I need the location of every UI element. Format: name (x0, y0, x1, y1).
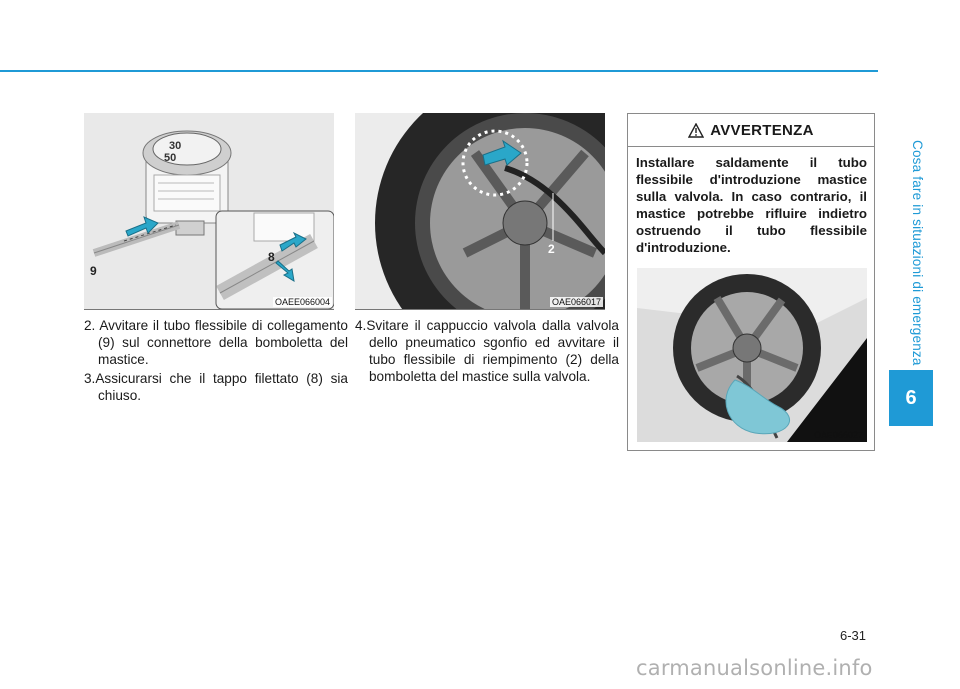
warning-text: Installare saldamente il tubo flessibile d'introduzione mastice sulla valvola. In caso contrario, il mastice potrebbe rifluire indietro ostruendo il tubo flessibile d'introduzione. (636, 155, 867, 255)
figure-tire-valve (355, 113, 605, 309)
callout-2: 2 (548, 242, 555, 256)
warning-box (627, 113, 875, 451)
figure-code: OAEE066004 (274, 297, 330, 307)
step-4: 4.Svitare il cappuccio valvola dalla valvola dello pneumatico sgonfio ed avvitare il tubo flessibile di riempimento (2) della bomboletta del mastice sulla valvola. (355, 318, 619, 384)
sealant-bottle-illustration (84, 113, 334, 309)
header-rule (0, 70, 878, 72)
figure-code: OAE066017 (551, 297, 601, 307)
warning-title: AVVERTENZA (710, 121, 814, 139)
figure-divider (84, 309, 334, 310)
chapter-number-tab: 6 (889, 370, 933, 426)
figure-sealant-bottle-hose (84, 113, 334, 309)
warning-triangle-icon (688, 123, 704, 138)
callout-8: 8 (268, 250, 275, 264)
figure-code: OAE066027 (813, 430, 863, 440)
step-3: 3.Assicurarsi che il tappo filettato (8) sia chiuso. (84, 371, 348, 403)
figure-sealant-backflow (637, 268, 867, 442)
figure-divider (355, 309, 605, 310)
tire-valve-illustration (355, 113, 605, 309)
chapter-title: Cosa fare in situazioni di emergenza (910, 140, 925, 366)
gauge-mark-30: 30 (169, 140, 182, 152)
gauge-mark-50: 50 (164, 152, 177, 164)
sealant-backflow-illustration (637, 268, 867, 442)
watermark: carmanualsonline.info (636, 656, 873, 680)
warning-header (628, 114, 874, 147)
step-2: 2. Avvitare il tubo flessibile di collegamento (9) sul connettore della bomboletta del mastice. (84, 318, 348, 367)
callout-9: 9 (90, 264, 97, 278)
page-number: 6-31 (840, 628, 867, 643)
